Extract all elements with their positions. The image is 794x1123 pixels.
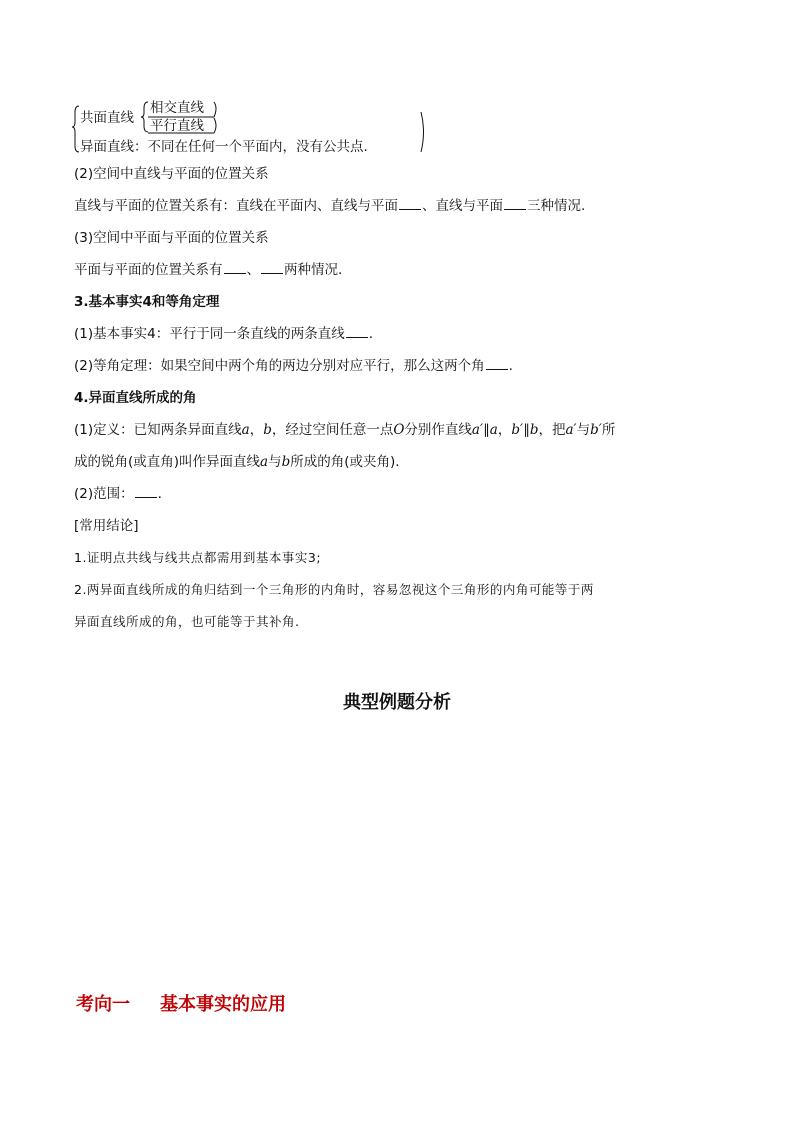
plane-plane-relations (74, 261, 342, 279)
line-plane-relations (74, 197, 585, 215)
text: . (368, 326, 374, 342)
parallel-lines-label: 平行直线 (150, 118, 204, 134)
coplanar-lines-label: 共面直线 (80, 110, 134, 126)
var-a: a (260, 454, 269, 470)
parallel-symbol: ∥ (483, 422, 490, 438)
line-plane-title: (2)空间中直线与平面的位置关系 (74, 166, 269, 182)
blank (399, 197, 421, 210)
blank (135, 485, 157, 498)
var-b: b (281, 454, 291, 470)
section-3-title: 3.基本事实4和等角定理 (74, 294, 220, 310)
skew-angle-definition-line-2 (74, 453, 400, 471)
blank (261, 261, 283, 274)
var-a: a (241, 422, 250, 438)
text: 平面与平面的位置关系有 (74, 262, 223, 278)
common-conclusions-title: [常用结论] (74, 518, 139, 534)
text: (1)基本事实4：平行于同一条直线的两条直线 (74, 326, 345, 342)
text: 所 (601, 422, 616, 438)
text: 所成的角(或夹角). (290, 454, 400, 470)
fact-4 (74, 325, 373, 343)
section-number: 考向一 (76, 994, 130, 1015)
angle-range (74, 485, 162, 503)
text: . (157, 486, 162, 502)
page-heading: 典型例题分析 (343, 692, 451, 713)
var-b-prime: b′ (590, 422, 602, 438)
var-a-prime: a′ (565, 422, 577, 438)
parallel-symbol: ∥ (523, 422, 530, 438)
text: . (508, 358, 513, 374)
var-a-prime: a′ (471, 422, 484, 438)
text: (2)等角定理：如果空间中两个角的两边分别对应平行，那么这两个角 (74, 358, 485, 374)
text: 与 (576, 422, 591, 438)
conclusion-1: 1.证明点共线与线共点都需用到基本事实3; (74, 550, 322, 565)
text: 、 (246, 262, 260, 278)
text: 两种情况. (284, 262, 343, 278)
blank (224, 261, 246, 274)
conclusion-2-line-1: 2.两异面直线所成的角归结到一个三角形的内角时，容易忽视这个三角形的内角可能等于两 (74, 582, 594, 597)
text: 分别作直线 (404, 422, 472, 438)
skew-lines-definition: 异面直线：不同在任何一个平面内，没有公共点. (80, 139, 368, 155)
blank (346, 325, 368, 338)
plane-plane-title: (3)空间中平面与平面的位置关系 (74, 230, 269, 246)
text: ，经过空间任意一点 (271, 422, 394, 438)
intersecting-lines-label: 相交直线 (150, 100, 204, 116)
text: 直线与平面的位置关系有：直线在平面内、直线与平面 (74, 198, 398, 214)
text: ， (249, 422, 264, 438)
text: (2)范围： (74, 486, 134, 502)
var-a: a (489, 422, 498, 438)
skew-angle-definition-line-1 (74, 421, 615, 439)
text: ，把 (538, 422, 566, 438)
section-title: 基本事实的应用 (160, 994, 286, 1015)
text: 三种情况. (527, 198, 586, 214)
var-b: b (263, 422, 272, 438)
blank (504, 197, 526, 210)
blank (486, 357, 508, 370)
section-heading (76, 990, 286, 1016)
text: 成的锐角(或直角)叫作异面直线 (74, 454, 261, 470)
section-4-title: 4.异面直线所成的角 (74, 390, 197, 406)
var-b: b (529, 422, 539, 438)
var-o: O (393, 422, 405, 438)
conclusion-2-line-2: 异面直线所成的角，也可能等于其补角. (74, 614, 300, 629)
text: ， (497, 422, 512, 438)
text: 、直线与平面 (422, 198, 503, 214)
var-b-prime: b′ (511, 422, 524, 438)
line-classification-diagram (72, 98, 432, 156)
text: (1)定义：已知两条异面直线 (74, 422, 242, 438)
equal-angle-theorem (74, 357, 513, 375)
text: 与 (268, 454, 282, 470)
